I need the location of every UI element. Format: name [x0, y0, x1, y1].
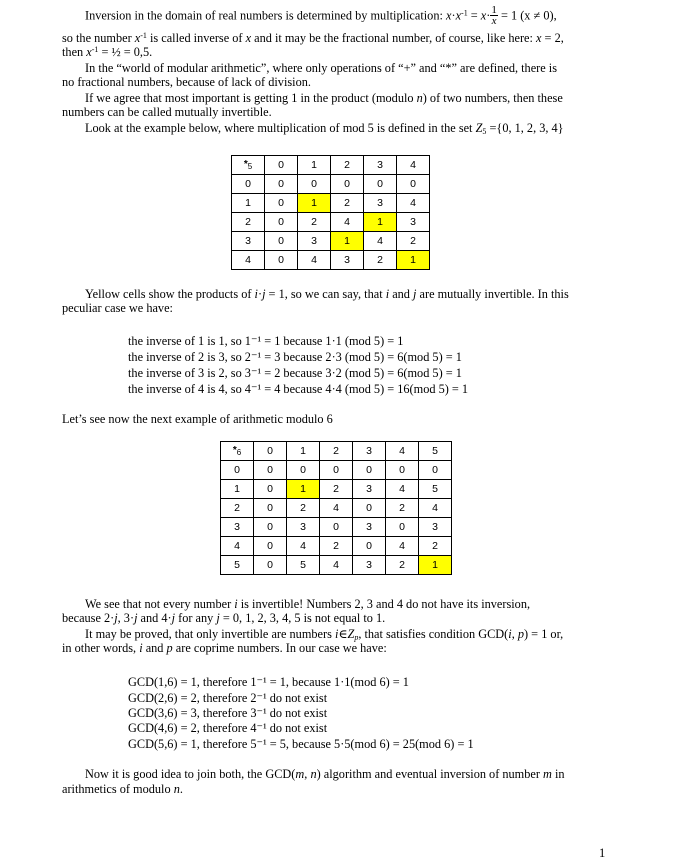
text-because-2j: because 2· [62, 611, 115, 625]
table-cell: 4 [397, 194, 430, 213]
table-cell: 0 [254, 518, 287, 537]
page-number: 1 [599, 846, 606, 860]
row-label-cell: 3 [232, 232, 265, 251]
line-inverse-of-x: so the number $x^{-1}$ is called inverse of x and it may be the fractional number, of course, like here: x = 2, [62, 31, 564, 45]
table-cell: 4 [386, 480, 419, 499]
table-cell: 2 [287, 499, 320, 518]
line-example-mod5: Look at the example below, where multiplication of mod 5 is defined in the set $Z_5 =\{0$, 1, 2, 3, 4} [85, 121, 564, 136]
line-then-half: then $x^{-1}$ = ½ = 0,5. [62, 45, 153, 59]
table-cell: 3 [419, 518, 452, 537]
inverse-line-4: the inverse of 4 is 4, so 4⁻¹ = 4 because 4·4 (mod 5) = 16(mod 5) = 1 [128, 382, 469, 396]
row-label-cell: 0 [221, 461, 254, 480]
text-algorithm-inversion: ) algorithm and eventual inversion of number [316, 767, 540, 781]
table-cell: 3 [397, 213, 430, 232]
table-cell: 4 [331, 213, 364, 232]
header-cell: 0 [254, 442, 287, 461]
table-cell: 0 [254, 461, 287, 480]
text-two-numbers: ) of two numbers, then these [422, 91, 563, 105]
row-label-cell: 2 [232, 213, 265, 232]
table-row [232, 232, 430, 251]
table-cell: 2 [364, 251, 397, 270]
header-cell: 0 [265, 156, 298, 175]
table-cell: 0 [353, 499, 386, 518]
inverse-line-2: the inverse of 2 is 3, so 2⁻¹ = 3 because 2·3 (mod 5) = 6(mod 5) = 1 [128, 350, 462, 364]
highlighted-cell: 1 [298, 194, 331, 213]
line-product-modulo: If we agree that most important is getting 1 in the product (modulo n) of two numbers, then these [85, 91, 563, 105]
header-cell: 5 [419, 442, 452, 461]
table-row [232, 194, 430, 213]
table-cell: 0 [331, 175, 364, 194]
table-cell: 0 [364, 175, 397, 194]
text-is-invertible: is invertible! Numbers 2, 3 and 4 do not have its inversion, [240, 597, 531, 611]
table-cell: 0 [265, 251, 298, 270]
table-cell: 3 [353, 518, 386, 537]
header-cell: 4 [397, 156, 430, 175]
table-cell: 0 [298, 175, 331, 194]
text-in: in [555, 767, 565, 781]
table-cell: 3 [364, 194, 397, 213]
row-label-cell: 3 [221, 518, 254, 537]
gcd-line-5: GCD(5,6) = 1, therefore 5⁻¹ = 5, because 5·5(mod 6) = 25(mod 6) = 1 [128, 737, 474, 751]
text-coprime: are coprime numbers. In our case we have: [175, 641, 387, 655]
text-it-may-be-proved: It may be proved, that only invertible are numbers [85, 627, 332, 641]
table-cell: 3 [298, 232, 331, 251]
gcd-line-3: GCD(3,6) = 3, therefore 3⁻¹ do not exist [128, 706, 328, 720]
text-fractional: and it may be the fractional number, of course, like here: [251, 31, 537, 45]
table-cell: 3 [353, 556, 386, 575]
text-equals-1-or: ) = 1 or, [524, 627, 564, 641]
table-row [221, 556, 452, 575]
line-join-gcd: Now it is good idea to join both, the GCD(m, n) algorithm and eventual inversion of number m in [85, 767, 565, 781]
text-so-the-number: so the number [62, 31, 135, 45]
text-half: = ½ = 0,5. [98, 45, 153, 59]
line-coprime: in other words, i and p are coprime numbers. In our case we have: [62, 641, 387, 655]
multiplication-table-mod6 [220, 441, 452, 575]
table-cell: 0 [254, 556, 287, 575]
line-arithmetics-modulo: arithmetics of modulo n. [62, 782, 183, 796]
header-cell: 3 [364, 156, 397, 175]
line-next-example-mod6: Let’s see now the next example of arithmetic modulo 6 [62, 412, 333, 426]
table-cell: 4 [419, 499, 452, 518]
text-4j: and 4· [137, 611, 172, 625]
table-cell: 2 [331, 194, 364, 213]
text-is-called-inverse: is called inverse of [146, 31, 246, 45]
table-header-row [221, 442, 452, 461]
table-cell: 2 [320, 537, 353, 556]
table-cell: 2 [298, 213, 331, 232]
table-row [221, 461, 452, 480]
text-and: and [392, 287, 410, 301]
text-condition: (x ≠ 0), [520, 8, 557, 23]
header-cell: 2 [320, 442, 353, 461]
table-row [232, 175, 430, 194]
text-inversion-intro: Inversion in the domain of real numbers is determined by multiplication: [85, 8, 443, 23]
gcd-line-4: GCD(4,6) = 2, therefore 4⁻¹ do not exist [128, 721, 328, 735]
highlighted-cell: 1 [364, 213, 397, 232]
header-cell: 1 [287, 442, 320, 461]
text-set-z5: ={0, 1, 2, 3, 4} [489, 121, 564, 135]
table-cell: 0 [254, 537, 287, 556]
highlighted-cell: 1 [397, 251, 430, 270]
multiplication-table-mod5 [231, 155, 430, 270]
header-cell: 2 [331, 156, 364, 175]
table-cell: 4 [320, 499, 353, 518]
text-we-can-say: = 1, so we can say, that [265, 287, 383, 301]
table-cell: 0 [254, 499, 287, 518]
table-row [221, 518, 452, 537]
table-cell: 5 [419, 480, 452, 499]
table-cell: 5 [287, 556, 320, 575]
text-not-every: We see that not every number [85, 597, 232, 611]
table-cell: 2 [419, 537, 452, 556]
table-row [221, 537, 452, 556]
table-cell: 4 [386, 537, 419, 556]
table-corner-cell: $*_5$ [232, 156, 265, 175]
text-x-equals-2: = 2, [541, 31, 564, 45]
text-not-equal-1: = 0, 1, 2, 3, 4, 5 is not equal to 1. [219, 611, 386, 625]
table-cell: 4 [320, 556, 353, 575]
fraction-one-over-x: $\frac{1}{x}$ [491, 4, 497, 27]
table-cell: 2 [397, 232, 430, 251]
header-cell: 1 [298, 156, 331, 175]
line-peculiar-case: peculiar case we have: [62, 301, 173, 315]
table-cell: 0 [386, 518, 419, 537]
table-cell: 0 [265, 175, 298, 194]
text-and: and [145, 641, 164, 655]
text-product-modulo: If we agree that most important is getting 1 in the product (modulo [85, 91, 414, 105]
table-cell: 0 [386, 461, 419, 480]
table-corner-cell: $*_6$ [221, 442, 254, 461]
table-row [221, 480, 452, 499]
table-cell: 0 [254, 480, 287, 499]
table-row [232, 251, 430, 270]
text-join-gcd: Now it is good idea to join both, the GCD( [85, 767, 296, 781]
table-cell: 0 [353, 537, 386, 556]
header-cell: 3 [353, 442, 386, 461]
line-yellow-cells: Yellow cells show the products of i·j = 1, so we can say, that i and j are mutually invertible. In this [85, 287, 569, 301]
table-cell: 3 [331, 251, 364, 270]
text-for-any: for any [175, 611, 214, 625]
line-modular-world: In the “world of modular arithmetic”, where only operations of “+” and “*” are defined, there is [85, 61, 557, 75]
table-cell: 2 [386, 556, 419, 575]
header-cell: 4 [386, 442, 419, 461]
text-satisfies-gcd: , that satisfies condition GCD( [358, 627, 509, 641]
table-cell: 0 [353, 461, 386, 480]
table-cell: 0 [265, 213, 298, 232]
line-no-fractions: no fractional numbers, because of lack of division. [62, 75, 311, 89]
row-label-cell: 4 [221, 537, 254, 556]
highlighted-cell: 1 [287, 480, 320, 499]
table-row [221, 499, 452, 518]
table-cell: 3 [353, 480, 386, 499]
text-arithmetics-modulo: arithmetics of modulo [62, 782, 171, 796]
line-because-products: because 2·j, 3·j and 4·j for any j = 0, 1, 2, 3, 4, 5 is not equal to 1. [62, 611, 386, 625]
inverse-line-1: the inverse of 1 is 1, so 1⁻¹ = 1 because 1·1 (mod 5) = 1 [128, 334, 404, 348]
row-label-cell: 5 [221, 556, 254, 575]
text-example-mod5: Look at the example below, where multiplication of mod 5 is defined in the set [85, 121, 473, 135]
table-cell: 0 [320, 518, 353, 537]
table-cell: 4 [364, 232, 397, 251]
table-cell: 0 [265, 194, 298, 213]
line-it-may-be-proved: It may be proved, that only invertible are numbers $i\in Z_p$, that satisfies condition GCD(i, p) = 1 or, [85, 627, 564, 642]
row-label-cell: 2 [221, 499, 254, 518]
table-cell: 0 [320, 461, 353, 480]
table-header-row [232, 156, 430, 175]
highlighted-cell: 1 [419, 556, 452, 575]
inverse-line-3: the inverse of 3 is 2, so 3⁻¹ = 2 because 3·2 (mod 5) = 6(mod 5) = 1 [128, 366, 462, 380]
row-label-cell: 1 [232, 194, 265, 213]
text-yellow-cells: Yellow cells show the products of [85, 287, 252, 301]
table-cell: 4 [298, 251, 331, 270]
text-then: then [62, 45, 87, 59]
line-inversion-definition: Inversion in the domain of real numbers is determined by multiplication: $x\cdot x^{-1} = x\cdot$ $\frac{1}{x}$ = 1 (x ≠ 0), [85, 4, 557, 27]
table-cell: 3 [287, 518, 320, 537]
table-cell: 2 [320, 480, 353, 499]
text-in-other-words: in other words, [62, 641, 137, 655]
gcd-line-1: GCD(1,6) = 1, therefore 1⁻¹ = 1, because 1·1(mod 6) = 1 [128, 675, 409, 689]
table-cell: 0 [397, 175, 430, 194]
text-mutually: are mutually invertible. In this [419, 287, 569, 301]
line-not-every-invertible: We see that not every number i is invertible! Numbers 2, 3 and 4 do not have its inversion, [85, 597, 531, 611]
row-label-cell: 4 [232, 251, 265, 270]
highlighted-cell: 1 [331, 232, 364, 251]
table-cell: 0 [419, 461, 452, 480]
row-label-cell: 0 [232, 175, 265, 194]
line-mutually-invertible: numbers can be called mutually invertible. [62, 105, 272, 119]
row-label-cell: 1 [221, 480, 254, 499]
table-cell: 0 [265, 232, 298, 251]
text-3j: , 3· [117, 611, 135, 625]
gcd-line-2: GCD(2,6) = 2, therefore 2⁻¹ do not exist [128, 691, 328, 705]
table-cell: 4 [287, 537, 320, 556]
table-row [232, 213, 430, 232]
table-cell: 2 [386, 499, 419, 518]
table-cell: 0 [287, 461, 320, 480]
